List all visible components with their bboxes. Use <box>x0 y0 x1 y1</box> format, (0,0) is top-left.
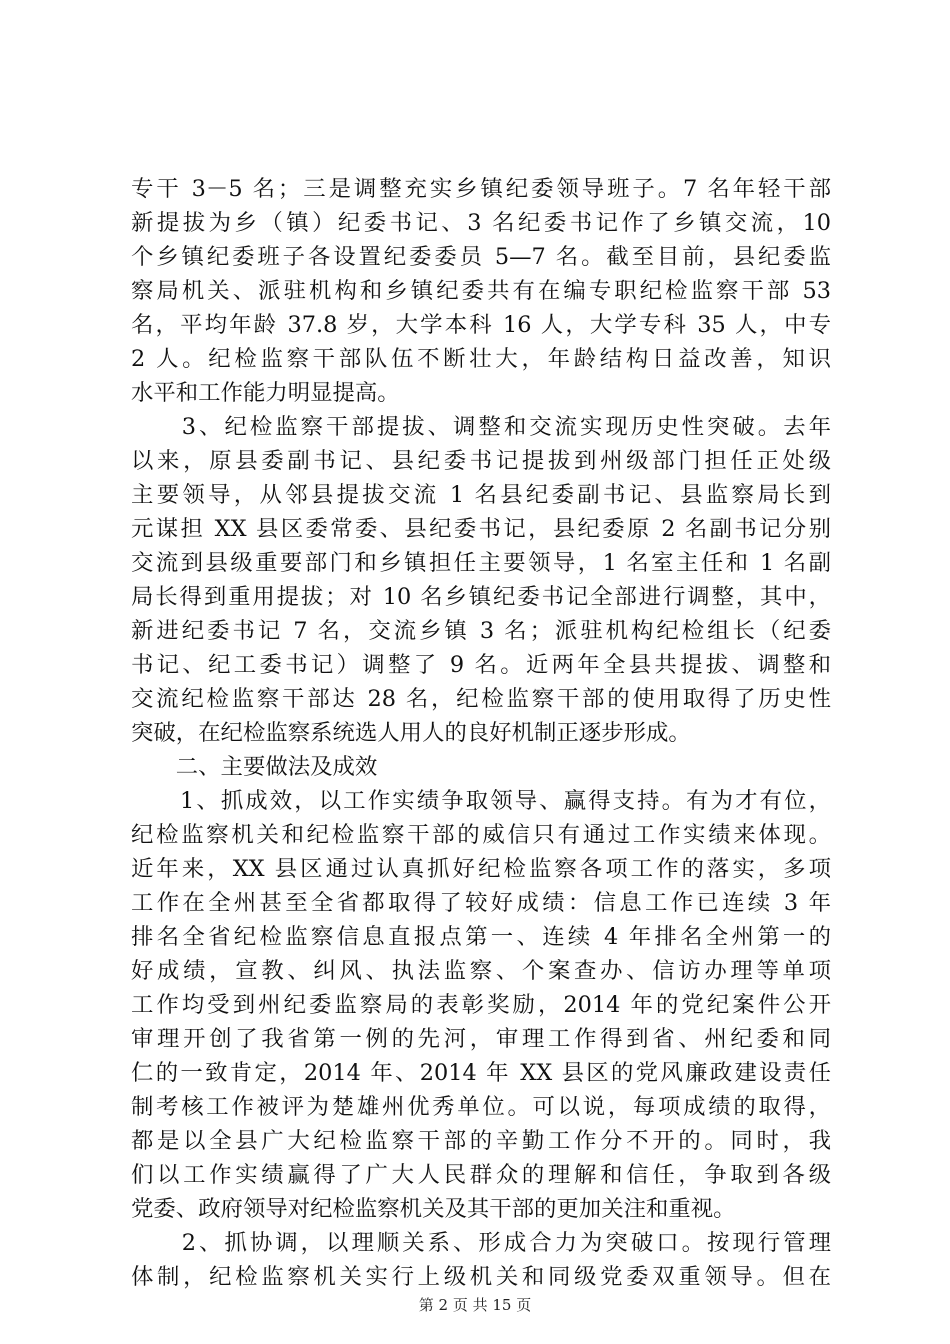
text-line: 个乡镇纪委班子各设置纪委委员 5—7 名。截至目前，县纪委监 <box>131 244 831 270</box>
text-line: 水平和工作能力明显提高。 <box>131 380 400 406</box>
text-line: 名，平均年龄 37.8 岁，大学本科 16 人，大学专科 35 人，中专 <box>131 312 831 338</box>
text-line: 好成绩，宣教、纠风、执法监察、个案查办、信访办理等单项 <box>131 958 831 984</box>
text-line: 1、抓成效，以工作实绩争取领导、赢得支持。有为才有位， <box>131 788 831 814</box>
text-line: 仁的一致肯定，2014 年、2014 年 XX 县区的党风廉政建设责任 <box>131 1060 831 1086</box>
text-line: 3、纪检监察干部提拔、调整和交流实现历史性突破。去年 <box>131 414 831 440</box>
section-heading: 二、主要做法及成效 <box>131 754 378 780</box>
text-line: 审理开创了我省第一例的先河，审理工作得到省、州纪委和同 <box>131 1026 831 1052</box>
text-line: 们以工作实绩赢得了广大人民群众的理解和信任，争取到各级 <box>131 1162 831 1188</box>
text-line: 主要领导，从邻县提拔交流 1 名县纪委副书记、县监察局长到 <box>131 482 831 508</box>
text-line: 新提拔为乡（镇）纪委书记、3 名纪委书记作了乡镇交流，10 <box>131 210 831 236</box>
text-line: 突破，在纪检监察系统选人用人的良好机制正逐步形成。 <box>131 720 691 746</box>
text-line: 交流纪检监察干部达 28 名，纪检监察干部的使用取得了历史性 <box>131 686 831 712</box>
text-line: 都是以全县广大纪检监察干部的辛勤工作分不开的。同时，我 <box>131 1128 831 1154</box>
text-line: 以来，原县委副书记、县纪委书记提拔到州级部门担任正处级 <box>131 448 831 474</box>
text-line: 专干 3－5 名；三是调整充实乡镇纪委领导班子。7 名年轻干部 <box>131 176 831 202</box>
text-line: 2、抓协调，以理顺关系、形成合力为突破口。按现行管理 <box>131 1230 831 1256</box>
text-line: 书记、纪工委书记）调整了 9 名。近两年全县共提拔、调整和 <box>131 652 831 678</box>
text-line: 排名全省纪检监察信息直报点第一、连续 4 年排名全州第一的 <box>131 924 831 950</box>
text-line: 纪检监察机关和纪检监察干部的威信只有通过工作实绩来体现。 <box>131 822 831 848</box>
text-line: 新进纪委书记 7 名，交流乡镇 3 名；派驻机构纪检组长（纪委 <box>131 618 831 644</box>
text-line: 近年来，XX 县区通过认真抓好纪检监察各项工作的落实，多项 <box>131 856 831 882</box>
text-line: 局长得到重用提拔；对 10 名乡镇纪委书记全部进行调整，其中， <box>131 584 831 610</box>
body-text <box>131 172 831 1294</box>
page-footer: 第 2 页 共 15 页 <box>418 1296 532 1314</box>
text-line: 工作均受到州纪委监察局的表彰奖励，2014 年的党纪案件公开 <box>131 992 831 1018</box>
text-line: 元谋担 XX 县区委常委、县纪委书记，县纪委原 2 名副书记分别 <box>131 516 831 542</box>
text-line: 交流到县级重要部门和乡镇担任主要领导，1 名室主任和 1 名副 <box>131 550 831 576</box>
text-line: 工作在全州甚至全省都取得了较好成绩：信息工作已连续 3 年 <box>131 890 831 916</box>
text-line: 制考核工作被评为楚雄州优秀单位。可以说，每项成绩的取得， <box>131 1094 831 1120</box>
text-line: 体制，纪检监察机关实行上级机关和同级党委双重领导。但在 <box>131 1264 831 1290</box>
text-line: 2 人。纪检监察干部队伍不断壮大，年龄结构日益改善，知识 <box>131 346 831 372</box>
text-line: 察局机关、派驻机构和乡镇纪委共有在编专职纪检监察干部 53 <box>131 278 831 304</box>
text-line: 党委、政府领导对纪检监察机关及其干部的更加关注和重视。 <box>131 1196 736 1222</box>
